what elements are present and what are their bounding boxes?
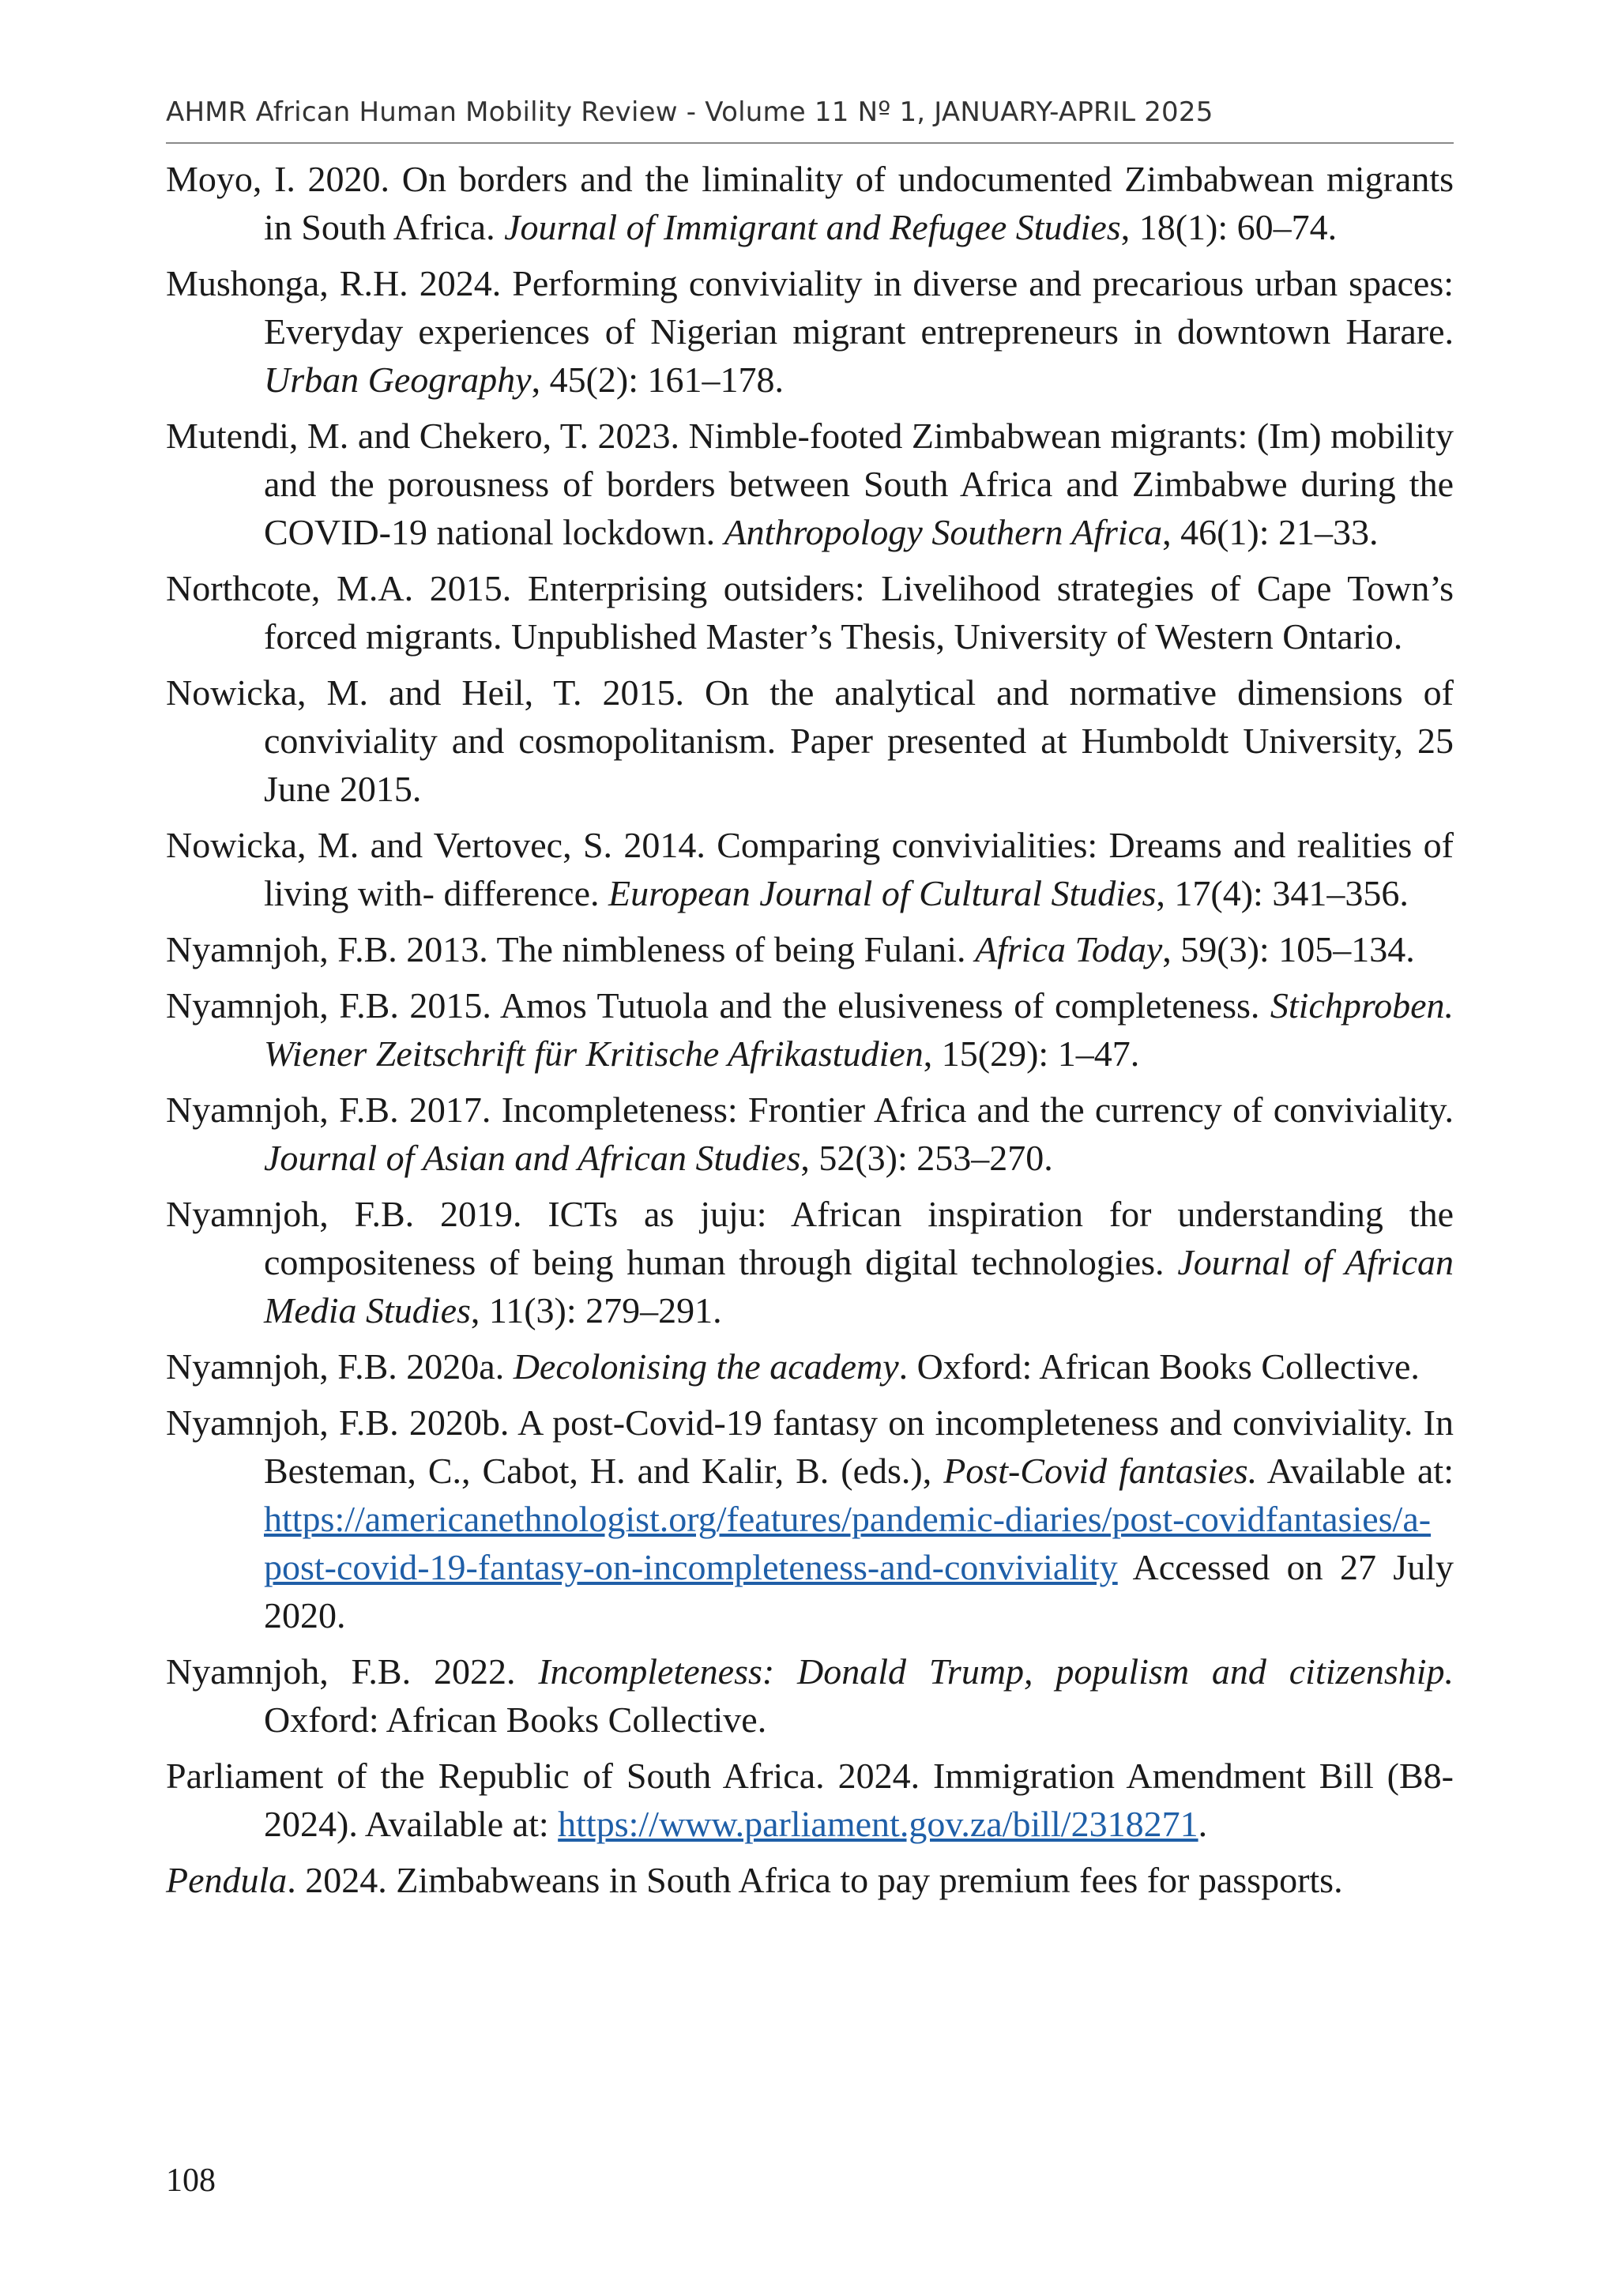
page-number: 108: [166, 2162, 216, 2199]
reference-entry: Nyamnjoh, F.B. 2022. Incompleteness: Donald Trump, populism and citizenship. Oxford: African Books Collective.: [166, 1651, 1454, 1740]
reference-link[interactable]: https://www.parliament.gov.za/bill/2318271: [558, 1804, 1198, 1844]
reference-link[interactable]: https://americanethnologist.org/features/pandemic-diaries/post-covidfantasies/a-post-covid-19-fantasy-on-incompleteness-and-conviviality: [264, 1499, 1432, 1587]
header-rule: [166, 142, 1454, 144]
reference-entry: Mutendi, M. and Chekero, T. 2023. Nimble-footed Zimbabwean migrants: (Im) mobility and the porousness of borders between South Africa and Zimbabwe during the COVID-19 national lockdown. Anthropology Southern Africa, 46(1): 21–33.: [166, 416, 1454, 552]
reference-entry: Mushonga, R.H. 2024. Performing conviviality in diverse and precarious urban spaces: Everyday experiences of Nigerian migrant entrepreneurs in downtown Harare. Urban Geography, 45(2): 161–178.: [166, 263, 1454, 400]
reference-list: [166, 155, 1454, 1912]
reference-entry: Nyamnjoh, F.B. 2020a. Decolonising the academy. Oxford: African Books Collective.: [166, 1346, 1420, 1387]
reference-entry: Nowicka, M. and Heil, T. 2015. On the analytical and normative dimensions of conviviality and cosmopolitanism. Paper presented at Humboldt University, 25 June 2015.: [166, 672, 1454, 809]
reference-entry: Nyamnjoh, F.B. 2015. Amos Tutuola and the elusiveness of completeness. Stichproben. Wiener Zeitschrift für Kritische Afrikastudien, 15(29): 1–47.: [166, 985, 1454, 1074]
reference-entry: Nyamnjoh, F.B. 2013. The nimbleness of being Fulani. Africa Today, 59(3): 105–134.: [166, 929, 1415, 969]
reference-entry: Nyamnjoh, F.B. 2019. ICTs as juju: African inspiration for understanding the compositeness of being human through digital technologies. Journal of African Media Studies, 11(3): 279–291.: [166, 1194, 1454, 1331]
running-header: AHMR African Human Mobility Review - Volume 11 Nº 1, JANUARY-APRIL 2025: [166, 96, 1214, 128]
reference-entry: Nyamnjoh, F.B. 2020b. A post-Covid-19 fantasy on incompleteness and conviviality. In Besteman, C., Cabot, H. and Kalir, B. (eds.), Post-Covid fantasies. Available at: https://americanethnologist.org/features/pandemic-diaries/post-covidfantasies/a-post-covid-19-fantasy-on-incompleteness-and-conviviality Accessed on 27 July 2020.: [166, 1402, 1454, 1635]
reference-entry: Pendula. 2024. Zimbabweans in South Africa to pay premium fees for passports.: [166, 1860, 1343, 1900]
reference-entry: Nyamnjoh, F.B. 2017. Incompleteness: Frontier Africa and the currency of conviviality. Journal of Asian and African Studies, 52(3): 253–270.: [166, 1090, 1454, 1178]
reference-entry: Parliament of the Republic of South Africa. 2024. Immigration Amendment Bill (B8-2024). Available at: https://www.parliament.gov.za/bill/2318271.: [166, 1756, 1454, 1844]
reference-entry: Moyo, I. 2020. On borders and the liminality of undocumented Zimbabwean migrants in South Africa. Journal of Immigrant and Refugee Studies, 18(1): 60–74.: [166, 159, 1454, 247]
reference-entry: Northcote, M.A. 2015. Enterprising outsiders: Livelihood strategies of Cape Town’s forced migrants. Unpublished Master’s Thesis, University of Western Ontario.: [166, 568, 1454, 657]
reference-entry: Nowicka, M. and Vertovec, S. 2014. Comparing convivialities: Dreams and realities of living with- difference. European Journal of Cultural Studies, 17(4): 341–356.: [166, 825, 1454, 913]
